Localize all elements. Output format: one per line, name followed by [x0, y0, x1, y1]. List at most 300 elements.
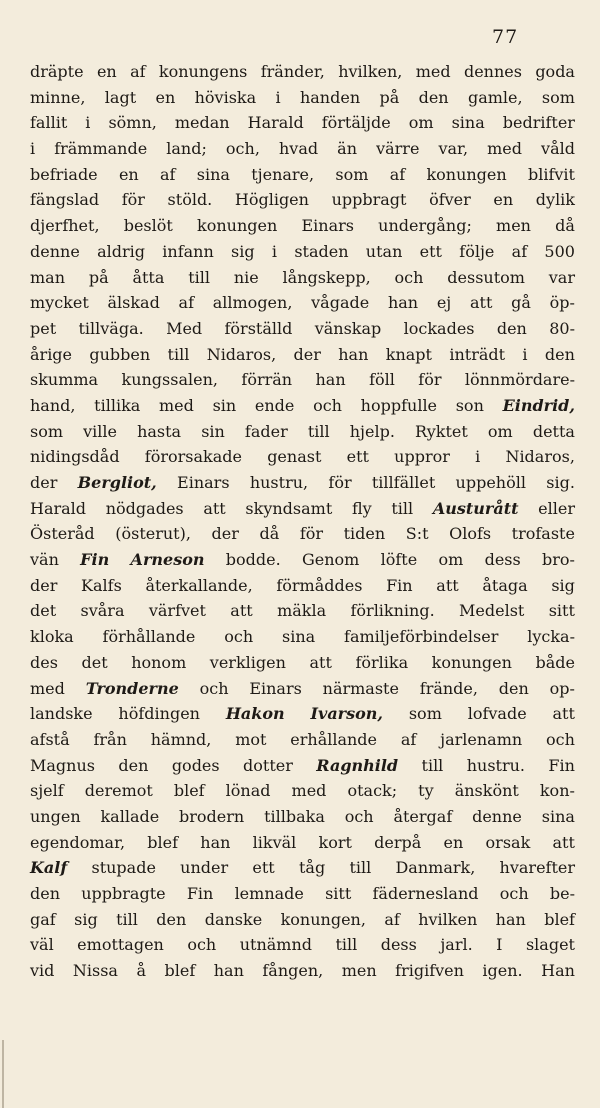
- text-line: [30, 319, 575, 345]
- word: men: [496, 216, 531, 236]
- word: med: [487, 139, 522, 159]
- word: uppror: [394, 447, 450, 467]
- word: sitt: [548, 601, 575, 621]
- word: lönad: [225, 781, 271, 801]
- word: Österåd: [30, 524, 95, 544]
- word: tjenare,: [251, 164, 315, 184]
- word: att: [552, 832, 575, 852]
- italic-word: Austurått: [432, 498, 519, 518]
- italic-word: Ragnhild: [316, 755, 399, 775]
- text-line: [30, 62, 575, 88]
- word: blef: [147, 832, 179, 852]
- word: man: [30, 267, 66, 287]
- word: Medelst: [459, 601, 525, 621]
- word: dessutom: [447, 267, 525, 287]
- word: en: [443, 832, 464, 852]
- word: konungen: [431, 652, 512, 672]
- text-line: [30, 88, 575, 114]
- word: genast: [267, 447, 322, 467]
- word: af: [130, 62, 146, 81]
- word: den: [418, 87, 449, 107]
- italic-word: Fin: [80, 550, 110, 570]
- word: han: [213, 961, 244, 981]
- word: konungens: [158, 62, 248, 81]
- word: sin: [201, 421, 225, 441]
- word: Danmark,: [395, 858, 476, 878]
- word: lockades: [403, 318, 475, 338]
- word: skumma: [30, 370, 99, 390]
- text-line: [30, 216, 575, 242]
- word: utan: [365, 241, 403, 261]
- word: förlika: [355, 652, 409, 672]
- word: förtäljde: [321, 113, 391, 133]
- word: öp-: [549, 293, 575, 313]
- word: lagt: [104, 87, 137, 107]
- word: som: [541, 87, 575, 107]
- italic-word: Ivarson,: [310, 704, 383, 724]
- text-line: [30, 884, 575, 910]
- word: af: [384, 909, 400, 929]
- text-line: [30, 961, 575, 987]
- word: med: [415, 62, 451, 81]
- word: goda: [535, 62, 575, 81]
- word: sig: [74, 909, 98, 929]
- word: infann: [162, 241, 214, 261]
- text-line: [30, 165, 575, 191]
- word: höfdingen: [118, 704, 200, 724]
- word: blef: [544, 909, 575, 929]
- word: kallade: [100, 806, 160, 826]
- word: ende: [254, 395, 295, 415]
- word: Han: [541, 961, 575, 981]
- word: sig: [551, 575, 575, 595]
- word: kort: [318, 832, 352, 852]
- word: dotter: [243, 755, 293, 775]
- text-line: [30, 190, 575, 216]
- word: dräpte: [30, 62, 84, 81]
- word: Med: [166, 318, 203, 338]
- word: Olofs: [449, 524, 492, 544]
- word: fången,: [262, 961, 324, 981]
- word: å: [136, 961, 146, 981]
- word: undergång;: [378, 216, 472, 236]
- word: om: [487, 421, 513, 441]
- word: som: [335, 164, 369, 184]
- word: ej: [436, 293, 452, 313]
- text-line: [30, 601, 575, 627]
- word: följe: [459, 241, 495, 261]
- word: stupade: [91, 858, 156, 878]
- word: föll: [369, 370, 395, 390]
- word: till: [188, 267, 210, 287]
- word: i: [522, 344, 528, 364]
- word: staden: [294, 241, 349, 261]
- word: land;: [166, 139, 207, 159]
- word: en: [493, 190, 514, 210]
- word: inträdt: [449, 344, 506, 364]
- body-text: [30, 62, 575, 987]
- word: vågade: [311, 293, 370, 313]
- word: och: [546, 729, 575, 749]
- word: deremot: [84, 781, 153, 801]
- word: af: [178, 293, 195, 313]
- word: Nidaros,: [206, 344, 277, 364]
- word: mycket: [30, 293, 89, 313]
- text-line: [30, 653, 575, 679]
- word: kon-: [539, 781, 575, 801]
- word: landske: [30, 704, 93, 724]
- word: främmande: [54, 139, 148, 159]
- word: allmogen,: [212, 293, 293, 313]
- word: hoppfulle: [360, 395, 438, 415]
- word: verkligen: [209, 652, 286, 672]
- word: med: [291, 781, 327, 801]
- word: gaf: [30, 909, 56, 929]
- word: närmaste: [322, 678, 399, 698]
- word: öfver: [429, 190, 471, 210]
- word: och: [199, 678, 229, 698]
- word: och: [499, 884, 529, 903]
- word: godes: [171, 755, 220, 775]
- word: sjelf: [30, 781, 64, 801]
- text-line: [30, 242, 575, 268]
- word: sömn,: [108, 113, 157, 133]
- word: en: [118, 164, 139, 184]
- word: jarlenamn: [440, 729, 523, 749]
- word: ville: [83, 421, 117, 441]
- word: och: [344, 806, 374, 826]
- word: under: [180, 858, 229, 878]
- word: förlikning.: [350, 601, 435, 621]
- word: både: [535, 652, 575, 672]
- word: lemnade: [234, 884, 304, 903]
- word: dess: [380, 935, 417, 955]
- word: Fin: [386, 575, 413, 595]
- word: var: [548, 267, 575, 287]
- word: sin: [212, 395, 237, 415]
- word: älskad: [107, 293, 160, 313]
- word: sina: [541, 806, 575, 826]
- word: tiden: [343, 524, 386, 544]
- text-line: [30, 910, 575, 936]
- word: sig.: [546, 473, 575, 492]
- word: der: [30, 473, 58, 492]
- word: tillbaka: [264, 806, 325, 826]
- word: gå: [511, 293, 531, 313]
- word: hämnd,: [150, 729, 212, 749]
- word: som: [30, 421, 64, 441]
- word: dylik: [535, 190, 575, 210]
- word: erhållande: [290, 729, 378, 749]
- word: hustru.: [466, 755, 525, 775]
- word: hand,: [30, 395, 76, 415]
- word: att: [230, 601, 253, 621]
- text-line: [30, 473, 575, 499]
- text-line: [30, 807, 575, 833]
- word: fädernesland: [372, 884, 479, 903]
- word: derpå: [374, 832, 422, 852]
- word: i: [85, 113, 91, 133]
- word: Fin: [186, 884, 214, 903]
- word: danske: [204, 909, 263, 929]
- word: värfvet: [148, 601, 206, 621]
- word: hvilken: [418, 909, 478, 929]
- word: var,: [438, 139, 469, 159]
- word: den: [496, 318, 527, 338]
- word: der: [211, 524, 239, 544]
- word: om: [438, 550, 464, 570]
- word: Kalfs: [81, 575, 122, 595]
- page-edge-mark: [2, 1040, 4, 1108]
- word: vän: [30, 550, 59, 570]
- word: konungen: [426, 164, 507, 184]
- word: han: [338, 344, 369, 364]
- word: nidingsdåd: [30, 447, 120, 467]
- text-line: [30, 345, 575, 371]
- word: årige: [30, 344, 73, 364]
- word: värre: [376, 139, 420, 159]
- word: beslöt: [123, 216, 173, 236]
- word: att: [309, 652, 332, 672]
- word: kungssalen,: [121, 370, 218, 390]
- word: det: [81, 652, 108, 672]
- word: igen.: [482, 961, 523, 981]
- text-line: [30, 858, 575, 884]
- word: en: [96, 62, 117, 81]
- word: med: [159, 395, 194, 415]
- word: Ryktet: [415, 421, 468, 441]
- word: den: [156, 909, 187, 929]
- text-line: [30, 396, 575, 422]
- word: Nissa: [72, 961, 118, 981]
- word: dennes: [463, 62, 522, 81]
- word: återkallande,: [145, 575, 253, 595]
- word: i: [475, 447, 481, 467]
- text-line: [30, 499, 575, 525]
- text-line: [30, 935, 575, 961]
- word: Harald: [30, 498, 87, 518]
- word: hvarefter: [499, 858, 575, 878]
- word: gamle,: [467, 87, 523, 107]
- word: förställd: [224, 318, 293, 338]
- word: detta: [532, 421, 575, 441]
- word: han: [387, 293, 419, 313]
- word: den: [30, 884, 61, 903]
- word: till: [349, 858, 372, 878]
- word: blef: [164, 961, 196, 981]
- word: Einars: [249, 678, 302, 698]
- word: ett: [419, 241, 442, 261]
- word: med: [30, 678, 65, 698]
- word: sig: [231, 241, 255, 261]
- word: han: [315, 370, 346, 390]
- word: änskönt: [454, 781, 519, 801]
- word: mäkla: [277, 601, 327, 621]
- word: tillika: [94, 395, 141, 415]
- text-line: [30, 524, 575, 550]
- word: mot: [235, 729, 267, 749]
- word: utnämnd: [239, 935, 312, 955]
- word: sina: [451, 113, 485, 133]
- italic-word: Tronderne: [85, 678, 179, 698]
- word: i: [30, 139, 36, 159]
- word: svåra: [80, 601, 125, 621]
- word: denne: [472, 806, 522, 826]
- word: minne,: [30, 87, 86, 107]
- word: blef: [173, 781, 205, 801]
- word: Harald: [247, 113, 304, 133]
- word: långskepp,: [282, 267, 371, 287]
- word: nödgades: [105, 498, 184, 518]
- italic-word: Eindrid,: [502, 395, 575, 415]
- word: för: [328, 473, 352, 492]
- text-line: [30, 679, 575, 705]
- word: tåg: [298, 858, 326, 878]
- word: son: [455, 395, 484, 415]
- word: uppehöll: [455, 473, 526, 492]
- word: af: [160, 164, 176, 184]
- word: lycka-: [527, 627, 575, 647]
- word: bodde.: [225, 550, 281, 570]
- word: eller: [538, 498, 575, 518]
- text-line: [30, 113, 575, 139]
- word: pet: [30, 318, 57, 338]
- word: än: [337, 139, 357, 159]
- word: och: [313, 395, 342, 415]
- word: uppbragte: [81, 884, 166, 903]
- word: att: [436, 575, 459, 595]
- word: vänskap: [314, 318, 382, 338]
- text-line: [30, 833, 575, 859]
- word: handen: [299, 87, 361, 107]
- text-line: [30, 756, 575, 782]
- word: trofaste: [511, 524, 575, 544]
- word: lönnmördare-: [464, 370, 575, 390]
- word: denne: [30, 241, 80, 261]
- word: aldrig: [97, 241, 145, 261]
- word: tillfället: [371, 473, 436, 492]
- word: återgaf: [393, 806, 453, 826]
- word: sina: [196, 164, 230, 184]
- word: åtaga: [482, 575, 528, 595]
- word: en: [155, 87, 176, 107]
- word: der: [30, 575, 58, 595]
- word: kloka: [30, 627, 74, 647]
- word: åtta: [132, 267, 165, 287]
- word: orsak: [485, 832, 531, 852]
- word: 80-: [549, 318, 575, 338]
- word: och: [224, 627, 254, 647]
- word: i: [271, 241, 278, 261]
- word: han: [200, 832, 231, 852]
- word: uppbragt: [331, 190, 407, 210]
- word: af: [511, 241, 528, 261]
- word: op-: [549, 678, 575, 698]
- text-line: [30, 268, 575, 294]
- word: och: [187, 935, 217, 955]
- word: han: [495, 909, 526, 929]
- word: den: [498, 678, 529, 698]
- word: och,: [225, 139, 260, 159]
- word: jarl.: [440, 935, 473, 955]
- word: på: [379, 87, 400, 107]
- word: des: [30, 652, 58, 672]
- word: hvilken,: [338, 62, 403, 81]
- word: Genom: [301, 550, 360, 570]
- word: Einars: [177, 473, 230, 492]
- text-line: [30, 422, 575, 448]
- word: ett: [346, 447, 369, 467]
- word: af: [389, 164, 406, 184]
- text-line: [30, 370, 575, 396]
- word: hustru,: [249, 473, 309, 492]
- word: att: [552, 704, 575, 724]
- word: till: [421, 755, 444, 775]
- word: gubben: [89, 344, 151, 364]
- word: till: [167, 344, 190, 364]
- text-line: [30, 627, 575, 653]
- italic-word: Bergliot,: [77, 473, 157, 492]
- word: honom: [131, 652, 187, 672]
- word: hjelp.: [349, 421, 395, 441]
- text-line: [30, 550, 575, 576]
- word: skyndsamt: [245, 498, 333, 518]
- word: frände,: [419, 678, 478, 698]
- word: tillväga.: [78, 318, 144, 338]
- word: till: [335, 935, 358, 955]
- word: bedrifter: [502, 113, 575, 133]
- word: hasta: [137, 421, 182, 441]
- text-line: [30, 293, 575, 319]
- word: medan: [174, 113, 230, 133]
- italic-word: Hakon: [225, 704, 285, 724]
- word: ett: [252, 858, 275, 878]
- word: af: [400, 729, 417, 749]
- text-line: [30, 781, 575, 807]
- word: I: [496, 935, 503, 955]
- word: (österut),: [115, 524, 191, 544]
- word: som: [408, 704, 442, 724]
- word: egendomar,: [30, 832, 126, 852]
- word: emottagen: [77, 935, 164, 955]
- word: Högligen: [234, 190, 309, 210]
- word: Nidaros,: [505, 447, 575, 467]
- word: Magnus: [30, 755, 95, 775]
- word: förrän: [241, 370, 293, 390]
- text-line: [30, 704, 575, 730]
- page-number: 77: [492, 26, 519, 48]
- word: befriade: [30, 164, 98, 184]
- word: förmåddes: [276, 575, 363, 595]
- word: den: [544, 344, 575, 364]
- word: sitt: [325, 884, 352, 903]
- word: Einars: [301, 216, 354, 236]
- word: i: [275, 87, 281, 107]
- word: bro-: [542, 550, 575, 570]
- word: för: [418, 370, 442, 390]
- word: S:t: [405, 524, 429, 544]
- text-line: [30, 139, 575, 165]
- word: otack;: [347, 781, 398, 801]
- word: dess: [484, 550, 521, 570]
- word: och: [394, 267, 424, 287]
- word: fallit: [30, 113, 68, 133]
- word: brodern: [179, 806, 245, 826]
- text-line: [30, 730, 575, 756]
- word: der: [293, 344, 321, 364]
- word: förhållande: [102, 627, 196, 647]
- word: afstå: [30, 729, 70, 749]
